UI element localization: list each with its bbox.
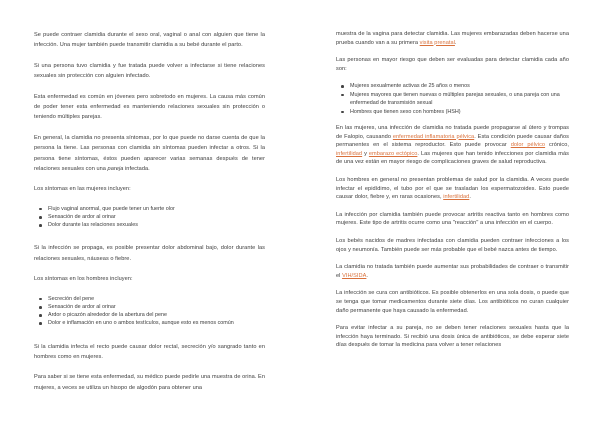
paragraph-symptoms-general xyxy=(34,133,265,175)
list-item: Secreción del pene xyxy=(48,295,265,303)
text-segment: y xyxy=(362,150,369,157)
list-item: Mujeres mayores que tienen nuevas o múltiples parejas sexuales, o una pareja con una enfermedad de transmisión sexual xyxy=(350,91,569,108)
text-segment: La clamidia no tratada también puede aumentar sus probabilidades de contraer o transmitir el xyxy=(336,264,569,279)
women-symptoms-heading: Los síntomas en las mujeres incluyen: xyxy=(34,186,131,193)
paragraph-diagnosis: Para saber si se tiene esta enfermedad, su médico puede pedirle una muestra de orina. En mujeres, a veces se utiliza un hisopo de algodón para obtener una xyxy=(34,374,265,391)
text-segment: . Esta condición puede causar daños permanentes en el sistema reproductor. Esto puede provocar xyxy=(336,133,569,149)
list-item: Sensación de ardor al orinar xyxy=(48,303,265,311)
text-segment: Los hombres en general no presentan problemas de salud por la clamidia. A veces puede infectar el epidídimo, el tubo por el que se trasladan los espermatozoides. Esto puede causar dolor, fiebre y, en raras ocasiones, xyxy=(336,176,569,201)
men-symptoms-heading: Los síntomas en los hombres incluyen: xyxy=(34,276,133,283)
link-infertility[interactable]: infertilidad xyxy=(336,150,363,157)
left-column xyxy=(34,30,265,403)
paragraph-transmission: Se puede contraer clamidia durante el sexo oral, vaginal o anal con alguien que tiene la infección. Una mujer también puede transmitir clamidia a su bebé durante el parto. xyxy=(34,32,265,49)
paragraph-treatment: La infección se cura con antibióticos. Es posible obtenerlos en una sola dosis, o puede que se tenga que tomar medicamentos durante siete días. Los antibióticos no curan cualquier daño permanente que haya causado la enfermedad. xyxy=(336,290,569,314)
text-segment: . Las mujeres que han tenido infecciones por clamidia más de una vez están en mayor riesgo de complicaciones graves de salud reproductiva. xyxy=(336,150,569,166)
paragraph-prevalence: Esta enfermedad es común en jóvenes pero sobretodo en mujeres. La causa más común de poder tener esta enfermedad es manteniendo relaciones sexuales sin protección o teniendo múltiples parejas. xyxy=(34,93,265,121)
text-segment: . xyxy=(366,272,369,279)
paragraph-newborns: Los bebés nacidos de madres infectadas con clamidia pueden contraer infecciones a los ojos y neumonía. También puede ser más probable que el bebé nazca antes de tiempo. xyxy=(336,237,569,253)
link-pelvic-pain[interactable]: dolor pélvico xyxy=(510,142,546,149)
text-segment: infectada. xyxy=(123,166,150,173)
paragraph-men-complications xyxy=(336,176,569,202)
link-prenatal-visit[interactable]: visita prenatal xyxy=(419,39,455,46)
men-symptoms-list xyxy=(34,295,265,328)
list-item: Flujo vaginal anormal, que puede tener un fuerte olor xyxy=(48,205,265,213)
list-item: Sensación de ardor al orinar xyxy=(48,213,265,221)
list-item: Mujeres sexualmente activas de 25 años o menos xyxy=(350,82,569,90)
link-ectopic-pregnancy[interactable]: embarazo ectópico xyxy=(368,150,418,157)
women-symptoms-list xyxy=(34,205,265,230)
paragraph-prevention: Para evitar infectar a su pareja, no se deben tener relaciones sexuales hasta que la infección haya terminado. Si recibió una dosis única de antibióticos, se debe esperar siete días después de tomar la medicina para volver a tener relaciones xyxy=(336,325,569,349)
risk-groups-list xyxy=(336,82,569,116)
paragraph-reinfection: Si una persona tuvo clamidia y fue tratada puede volver a infectarse si tiene relaciones sexuales sin protección con alguien infectado. xyxy=(34,62,265,80)
text-segment: En las mujeres, una infección de clamidia no tratada puede propagarse al útero y trompas de Falopio, causando xyxy=(336,125,569,140)
link-hiv-aids[interactable]: VIH/SIDA xyxy=(342,272,367,279)
emphasis-text: pareja xyxy=(107,166,124,173)
list-item: Dolor durante las relaciones sexuales xyxy=(48,221,265,229)
text-segment: En general, la clamidia no presenta síntomas, por lo que puede no darse cuenta de que la persona la tiene. Las personas con clamidia sin síntomas pueden infectar a otros. Si la persona tiene síntomas, éstos pueden aparecer varias semanas después de tener relaciones sexuales con una xyxy=(34,134,265,173)
list-item: Hombres que tienen sexo con hombres (HSH) xyxy=(350,108,569,116)
paragraph-rectal: Si la clamidia infecta el recto puede causar dolor rectal, secreción y/o sangrado tanto en hombres como en mujeres. xyxy=(34,343,265,360)
risk-groups-heading: Las personas en mayor riesgo que deben ser evaluadas para detectar clamidia cada año son: xyxy=(336,57,569,72)
list-item: Ardor o picazón alrededor de la abertura del pene xyxy=(48,311,265,319)
paragraph-reactive-arthritis: La infección por clamidia también puede provocar artritis reactiva tanto en hombres como mujeres. Este tipo de artritis ocurre como una "reacción" a una infección en el cuerpo. xyxy=(336,211,569,227)
link-infertility-men[interactable]: infertilidad xyxy=(443,194,470,201)
paragraph-spread: Si la infección se propaga, es posible presentar dolor abdominal bajo, dolor durante las relaciones sexuales, náuseas o fiebre. xyxy=(34,245,265,262)
text-segment: . xyxy=(469,194,471,201)
link-pelvic-inflammatory-disease[interactable]: enfermedad inflamatoria pélvica xyxy=(392,133,475,140)
text-segment: muestra de la vagina para detectar clamidia. Las mujeres embarazadas deben hacerse una prueba cuando van a su primera xyxy=(336,31,569,46)
text-segment: crónico, xyxy=(545,142,569,149)
right-column xyxy=(336,30,569,359)
paragraph-women-complications xyxy=(336,124,569,167)
list-item: Dolor e inflamación en uno o ambos testículos, aunque esto es menos común xyxy=(48,319,265,327)
paragraph-vaginal-sample xyxy=(336,30,569,47)
text-segment: . xyxy=(454,39,457,46)
paragraph-hiv-risk xyxy=(336,263,569,280)
